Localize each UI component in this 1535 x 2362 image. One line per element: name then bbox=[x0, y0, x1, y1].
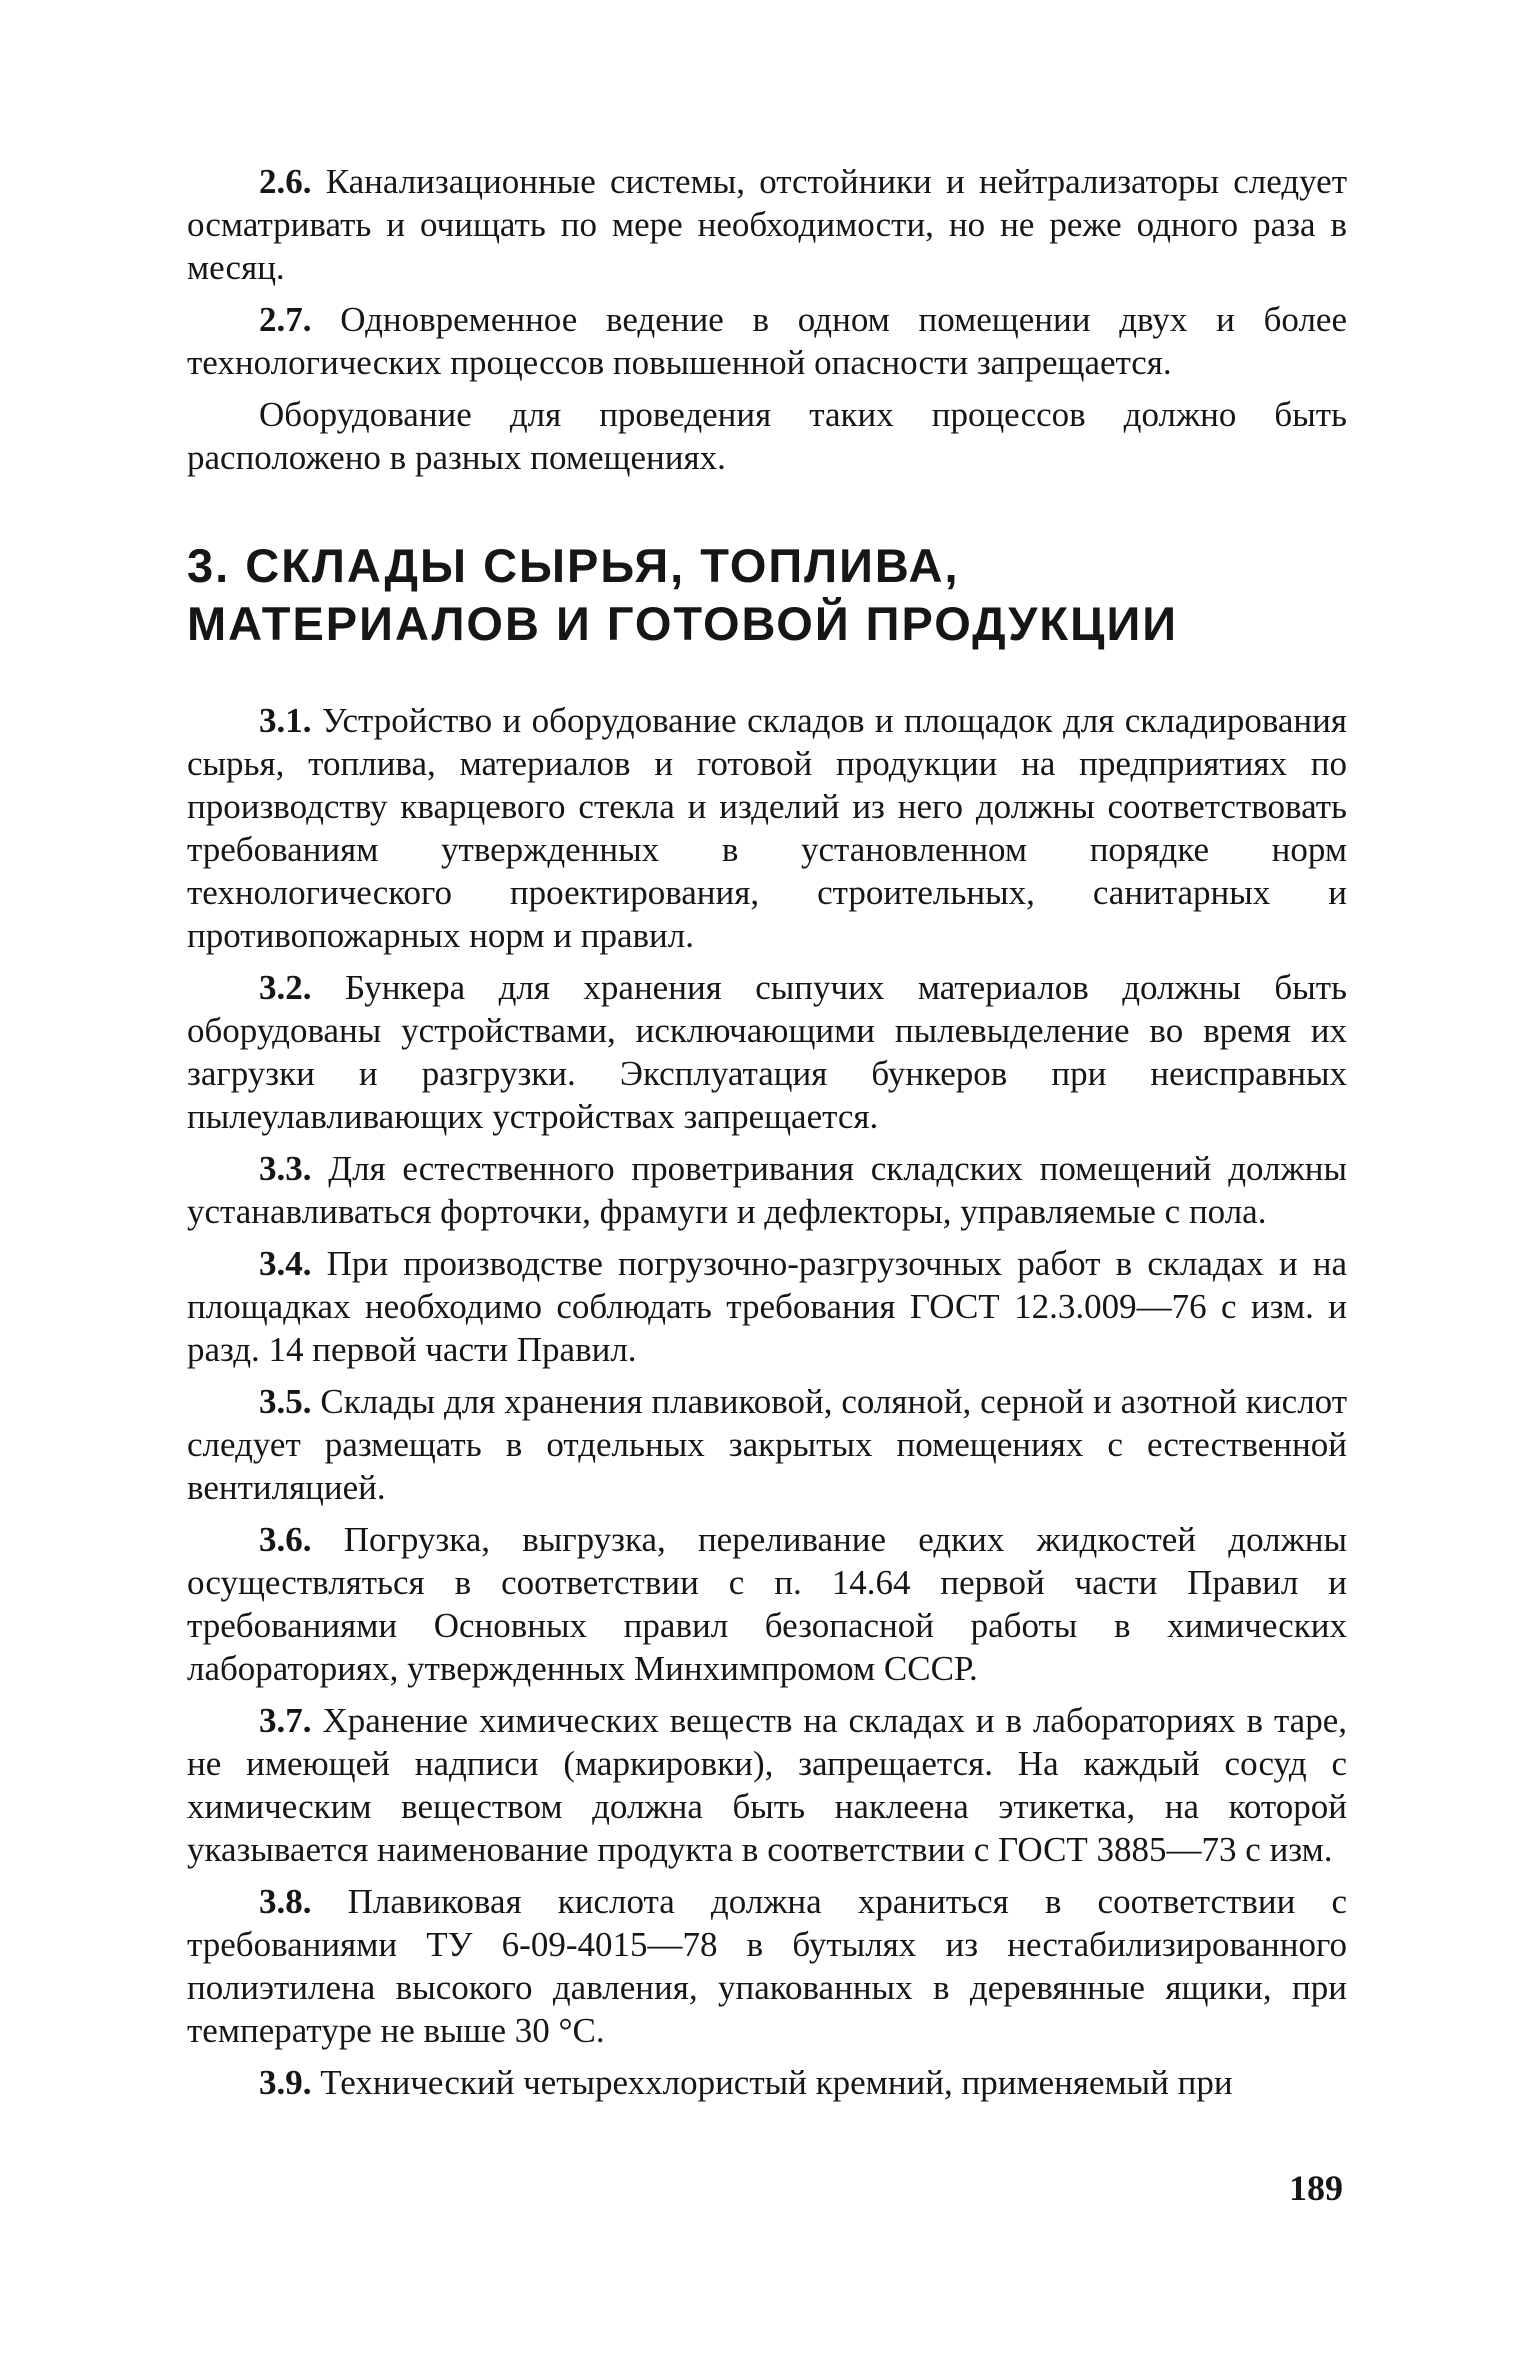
clause-number: 2.7. bbox=[259, 300, 312, 339]
page-number: 189 bbox=[1289, 2168, 1343, 2208]
paragraph-3-2 bbox=[187, 966, 1347, 1138]
clause-number: 3.7. bbox=[259, 1701, 312, 1740]
section-title-line-2: МАТЕРИАЛОВ И ГОТОВОЙ ПРОДУКЦИИ bbox=[187, 597, 1179, 650]
paragraph-2-7 bbox=[187, 298, 1347, 384]
paragraph-3-4 bbox=[187, 1242, 1347, 1371]
clause-number: 3.8. bbox=[259, 1882, 312, 1921]
clause-text: Склады для хранения плавиковой, соляной, серной и азотной кислот следует размещать в отдельных закрытых помещениях с естественной вентиляцией. bbox=[187, 1382, 1347, 1507]
clause-text: Хранение химических веществ на складах и в лабораториях в таре, не имеющей надписи (маркировки), запрещается. На каждый сосуд с химическим веществом должна быть наклеена этикетка, на которой указывается наименование продукта в соответствии с ГОСТ 3885—73 с изм. bbox=[187, 1701, 1347, 1869]
clause-text: Технический четыреххлористый кремний, применяемый при bbox=[311, 2063, 1233, 2102]
clause-text: Устройство и оборудование складов и площадок для складирования сырья, топлива, материалов и готовой продукции на предприятиях по производству кварцевого стекла и изделий из него должны соответствовать требованиям утвержденных в установленном порядке норм технологического проектирования, строительных, санитарных и противопожарных норм и правил. bbox=[187, 701, 1347, 955]
clause-number: 3.2. bbox=[259, 968, 312, 1007]
section-title-line-1: 3. СКЛАДЫ СЫРЬЯ, ТОПЛИВА, bbox=[187, 539, 960, 592]
paragraph-2-7-continued bbox=[187, 393, 1347, 479]
clause-text: Погрузка, выгрузка, переливание едких жидкостей должны осуществляться в соответствии с п. 14.64 первой части Правил и требованиями Основных правил безопасной работы в химических лабораториях, утвержденных Минхимпромом СССР. bbox=[187, 1520, 1347, 1688]
paragraph-3-6 bbox=[187, 1518, 1347, 1690]
paragraph-2-6 bbox=[187, 160, 1347, 289]
clause-text: Канализационные системы, отстойники и нейтрализаторы следует осматривать и очищать по мере необходимости, но не реже одного раза в месяц. bbox=[187, 162, 1347, 287]
page-body bbox=[187, 160, 1347, 2113]
paragraph-3-5 bbox=[187, 1380, 1347, 1509]
clause-text: Для естественного проветривания складских помещений должны устанавливаться форточки, фрамуги и дефлекторы, управляемые с пола. bbox=[187, 1149, 1347, 1231]
clause-text: Одновременное ведение в одном помещении двух и более технологических процессов повышенной опасности запрещается. bbox=[187, 300, 1347, 382]
paragraph-3-8 bbox=[187, 1880, 1347, 2052]
clause-text: Бункера для хранения сыпучих материалов должны быть оборудованы устройствами, исключающими пылевыделение во время их загрузки и разгрузки. Эксплуатация бункеров при неисправных пылеулавливающих устройствах запрещается. bbox=[187, 968, 1347, 1136]
paragraph-3-9 bbox=[187, 2061, 1347, 2104]
paragraph-3-3 bbox=[187, 1147, 1347, 1233]
clause-number: 3.1. bbox=[259, 701, 312, 740]
clause-number: 2.6. bbox=[259, 162, 312, 201]
paragraph-3-1 bbox=[187, 699, 1347, 957]
clause-number: 3.9. bbox=[259, 2063, 312, 2102]
clause-text: Оборудование для проведения таких процессов должно быть расположено в разных помещениях. bbox=[187, 395, 1347, 477]
clause-text: Плавиковая кислота должна храниться в соответствии с требованиями ТУ 6-09-4015—78 в бутылях из нестабилизированного полиэтилена высокого давления, упакованных в деревянные ящики, при температуре не выше 30 °С. bbox=[187, 1882, 1347, 2050]
clause-number: 3.4. bbox=[259, 1244, 312, 1283]
clause-number: 3.3. bbox=[259, 1149, 312, 1188]
clause-number: 3.5. bbox=[259, 1382, 312, 1421]
clause-number: 3.6. bbox=[259, 1520, 312, 1559]
clause-text: При производстве погрузочно-разгрузочных работ в складах и на площадках необходимо соблюдать требования ГОСТ 12.3.009—76 с изм. и разд. 14 первой части Правил. bbox=[187, 1244, 1347, 1369]
paragraph-3-7 bbox=[187, 1699, 1347, 1871]
section-heading bbox=[187, 537, 1347, 653]
